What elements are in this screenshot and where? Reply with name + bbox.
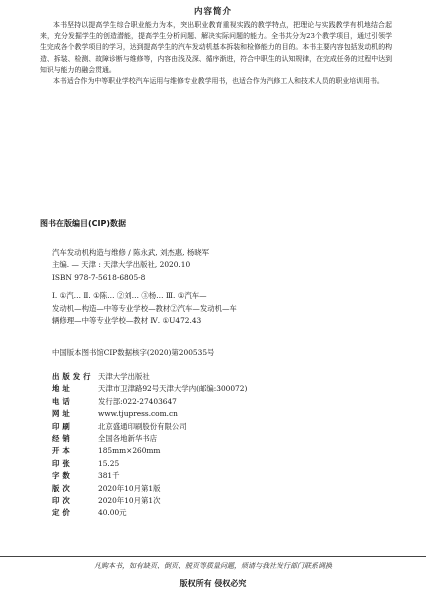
cip-line: Ⅰ. ①汽… Ⅱ. ①陈… ②刘… ③杨… Ⅲ. ①汽车— (52, 291, 207, 301)
intro-paragraph: 本书适合作为中等职业学校汽车运用与维修专业教学用书，也适合作为汽修工人和技术人员的职业培训用书。 (53, 77, 384, 86)
intro-body (40, 20, 392, 87)
cip-line: 发动机—构造—中等专业学校—教材②汽车—发动机—车 (52, 303, 237, 313)
publication-value: www.tjupress.com.cn (98, 409, 178, 419)
copyright-notice: 版权所有 侵权必究 (179, 579, 247, 588)
publication-label: 地址 (52, 384, 73, 394)
publication-row (52, 383, 247, 395)
cip-number: 中国版本图书馆CIP数据核字(2020)第200535号 (52, 348, 215, 357)
cip-line: ISBN 978-7-5618-6805-8 (52, 272, 146, 282)
publication-row (52, 458, 247, 470)
publication-row (52, 408, 247, 420)
publication-row (52, 433, 247, 445)
publication-row (52, 470, 247, 482)
cip-line: 汽车发动机构造与维修 / 陈永武, 刘杰惠, 杨晓军 (52, 248, 210, 257)
publication-row (52, 483, 247, 495)
publication-value: 185mm×260mm (98, 446, 161, 456)
publication-row (52, 507, 247, 519)
cip-line: 辆修理—中等专业学校—教材 Ⅳ. ①U472.43 (52, 316, 202, 326)
footer-divider (0, 556, 426, 557)
publication-value: 381千 (98, 471, 120, 481)
publication-value: 全国各地新华书店 (98, 433, 158, 443)
publication-value: 发行部:022-27403647 (98, 396, 177, 406)
publication-value: 北京盛通印刷股份有限公司 (98, 421, 187, 431)
publication-row (52, 421, 247, 433)
publication-value: 天津大学出版社 (98, 372, 150, 381)
publication-label: 印张 (52, 458, 73, 468)
publication-label: 开本 (52, 446, 73, 456)
publication-value: 天津市卫津路92号天津大学内(邮编:300072) (98, 384, 248, 394)
publication-row (52, 371, 247, 383)
intro-title: 内容简介 (193, 7, 232, 17)
publication-label: 电话 (52, 396, 73, 406)
publication-row (52, 495, 247, 507)
publication-label: 印刷 (52, 421, 73, 431)
publication-label: 定价 (52, 508, 73, 518)
publication-row (52, 445, 247, 457)
publication-value: 15.25 (98, 458, 120, 468)
publication-value: 2020年10月第1版 (98, 483, 161, 493)
cip-line: 主编. — 天津 : 天津大学出版社, 2020.10 (52, 260, 191, 270)
publication-row (52, 396, 247, 408)
cip-heading: 图书在版编目(CIP)数据 (40, 219, 127, 228)
publication-details (52, 371, 247, 520)
publication-label: 网址 (52, 409, 73, 419)
publication-value: 2020年10月第1次 (98, 495, 161, 505)
publication-label: 出版发行 (52, 372, 94, 381)
publication-label: 经销 (52, 433, 73, 443)
publication-label: 版次 (52, 483, 73, 493)
cip-record (52, 247, 392, 327)
publication-label: 字数 (52, 471, 73, 481)
publication-value: 40.00元 (98, 508, 127, 518)
intro-paragraph: 本书坚持以提高学生综合职业能力为本，突出职业教育重视实践的教学特点，把理论与实践教学有机地结合起来，充分发掘学生的创造潜能，提高学生分析问题、解决实际问题的能力。全书共分为23个教学项目，通过引领学生完成各个教学项目的学习，达到提高学生的汽车发动机基本拆装和检修能力的目的。本书主要内容包括发动机的构造、拆装、检测、故障诊断与维修等，内容由浅及深、循序渐进，符合中职生的认知规律，在完成任务的过程中达到知识与能力的融会贯通。 (40, 21, 392, 74)
publication-label: 印次 (52, 495, 73, 505)
quality-notice: 凡购本书，如有缺页、倒页、脱页等质量问题，烦请与我社发行部门联系调换 (94, 562, 332, 570)
